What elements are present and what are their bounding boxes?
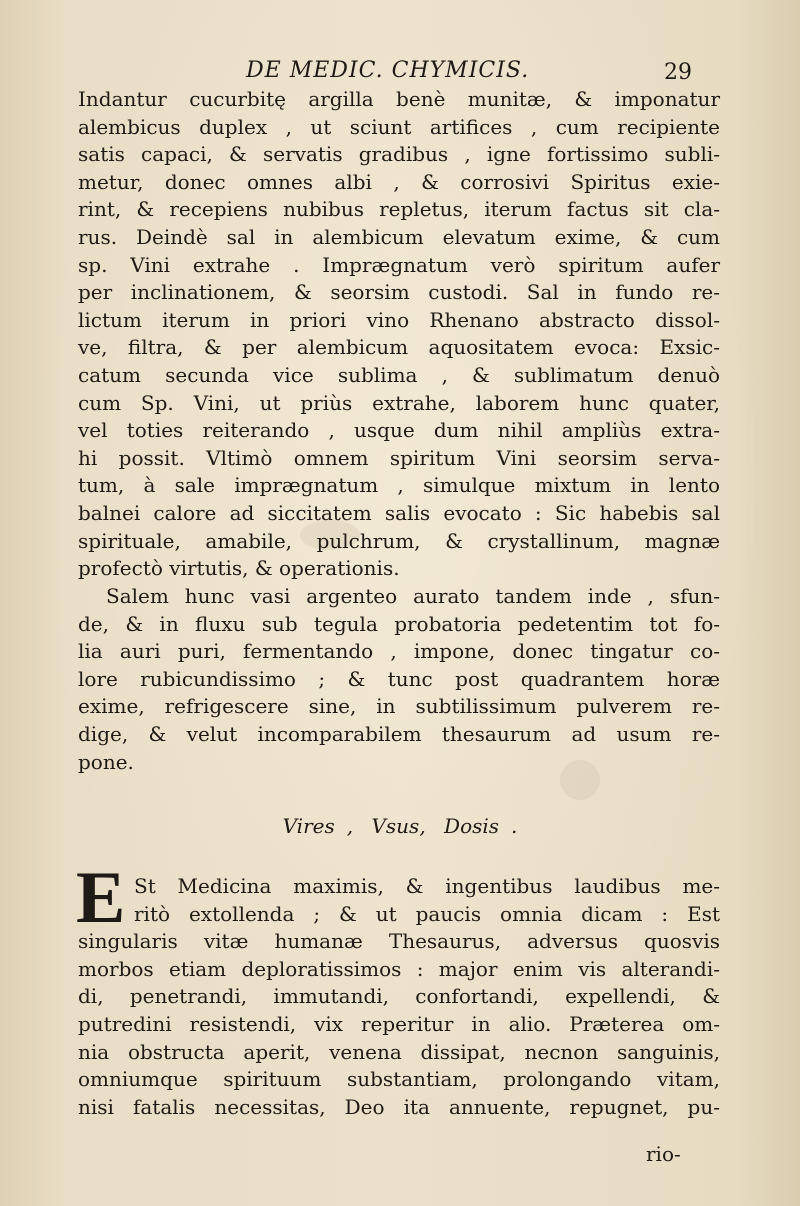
text-line: catum secunda vice sublima , & sublimatum denuò xyxy=(78,362,720,387)
text-line: nia obstructa aperit, venena dissipat, necnon sanguinis, xyxy=(78,1039,720,1064)
text-line: satis capaci, & servatis gradibus , igne fortissimo subli- xyxy=(78,142,720,167)
text-line: St Medicina maximis, & ingentibus laudibus me- xyxy=(134,874,720,898)
text-line: vel toties reiterando , usque dum nihil ampliùs extra- xyxy=(78,418,720,443)
heading-separator: , xyxy=(346,814,354,838)
text-line: Salem hunc vasi argenteo aurato tandem inde , sfun- xyxy=(106,584,720,608)
paragraph-2 xyxy=(78,583,720,776)
text-line: exime, refrigescere sine, in subtilissimum pulverem re- xyxy=(78,694,720,719)
text-line: singularis vitæ humanæ Thesaurus, adversus quosvis xyxy=(78,929,720,954)
text-line: de, & in fluxu sub tegula probatoria pedetentim tot fo- xyxy=(78,611,720,636)
text-line: balnei calore ad siccitatem salis evocato : Sic habebis sal xyxy=(78,500,720,525)
text-line: ritò extollenda ; & ut paucis omnia dicam : Est xyxy=(134,901,720,926)
heading-word: Vsus, xyxy=(371,814,426,838)
drop-cap: E xyxy=(76,857,126,939)
text-line: rus. Deindè sal in alembicum elevatum exime, & cum xyxy=(78,224,720,249)
text-line: profectò virtutis, & operationis. xyxy=(78,556,400,581)
text-line: spirituale, amabile, pulchrum, & crystallinum, magnæ xyxy=(78,528,720,553)
text-line: morbos etiam deploratissimos : major enim vis alterandi- xyxy=(78,956,720,981)
text-line: Indantur cucurbitę argilla benè munitæ, & imponatur xyxy=(78,87,720,111)
text-line: putredini resistendi, vix reperitur in alio. Præterea om- xyxy=(78,1011,720,1036)
page-number: 29 xyxy=(664,60,692,85)
heading-word: Dosis xyxy=(444,814,500,838)
text-line: dige, & velut incomparabilem thesaurum ad usum re- xyxy=(78,721,720,746)
paragraph-3 xyxy=(78,873,720,1121)
heading-word: Vires xyxy=(282,814,335,838)
text-line: hi possit. Vltimò omnem spiritum Vini seorsim serva- xyxy=(78,445,720,470)
text-line: omniumque spirituum substantiam, prolongando vitam, xyxy=(78,1067,720,1092)
text-line: lictum iterum in priori vino Rhenano abstracto dissol- xyxy=(78,307,720,332)
text-line: pone. xyxy=(78,749,134,774)
text-line: metur, donec omnes albi , & corrosivi Spiritus exie- xyxy=(78,169,720,194)
text-line: di, penetrandi, immutandi, confortandi, expellendi, & xyxy=(78,984,720,1009)
text-line: alembicus duplex , ut sciunt artifices , cum recipiente xyxy=(78,114,720,139)
text-line: nisi fatalis necessitas, Deo ita annuente, repugnet, pu- xyxy=(78,1094,720,1119)
running-title: DE MEDIC. CHYMICIS. xyxy=(246,58,530,83)
text-line: sp. Vini extrahe . Imprægnatum verò spiritum aufer xyxy=(78,252,720,277)
text-line: cum Sp. Vini, ut priùs extrahe, laborem hunc quater, xyxy=(78,390,720,415)
section-heading xyxy=(0,814,800,838)
heading-period: . xyxy=(511,814,518,838)
catchword: rio- xyxy=(646,1142,681,1166)
text-line: rint, & recepiens nubibus repletus, iterum factus sit cla- xyxy=(78,197,720,222)
text-line: lia auri puri, fermentando , impone, donec tingatur co- xyxy=(78,639,720,664)
text-line: ve, filtra, & per alembicum aquositatem evoca: Exsic- xyxy=(78,335,720,360)
text-line: tum, à sale imprægnatum , simulque mixtum in lento xyxy=(78,473,720,498)
text-line: lore rubicundissimo ; & tunc post quadrantem horæ xyxy=(78,666,720,691)
text-line: per inclinationem, & seorsim custodi. Sal in fundo re- xyxy=(78,280,720,305)
paragraph-1 xyxy=(78,86,720,583)
